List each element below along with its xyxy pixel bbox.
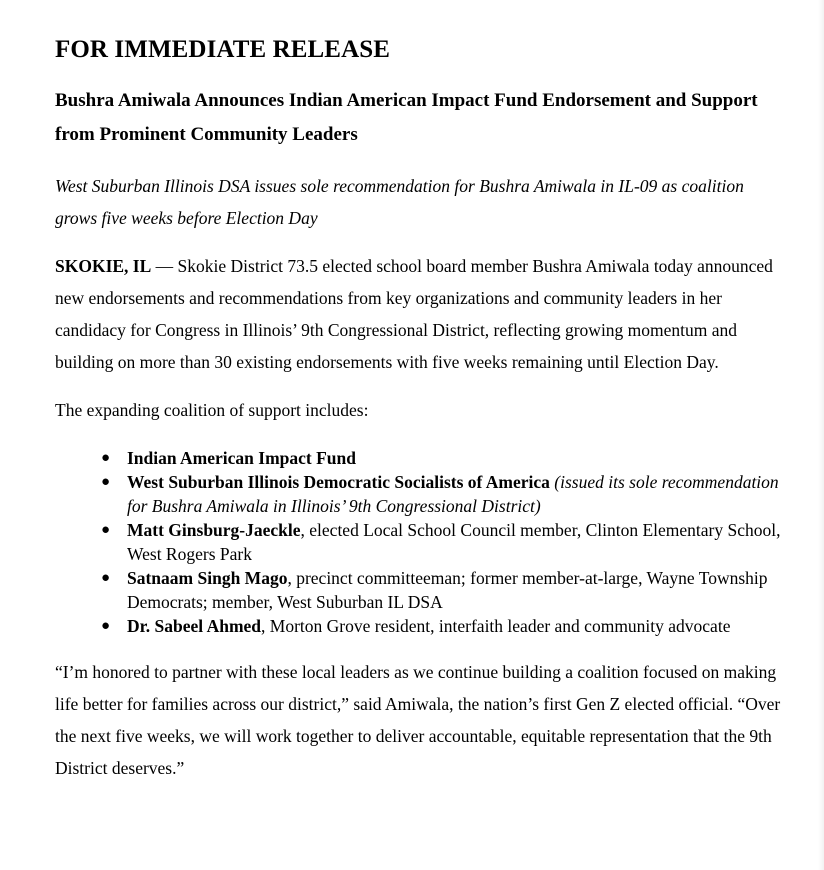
endorsement-name: Indian American Impact Fund [127,448,356,468]
endorsement-detail: , precinct committeeman; former member-at-large, Wayne Township Democrats; member, West Suburban IL DSA [127,568,768,612]
lead-paragraph-text: Skokie District 73.5 elected school board member Bushra Amiwala today announced new endorsements and recommendations from key organizations and community leaders in her candidacy for Congress in Illinois’ 9th Congressional District, reflecting growing momentum and building on more than 30 existing endorsements with five weeks remaining until Election Day. [55,256,773,372]
subheadline: West Suburban Illinois DSA issues sole recommendation for Bushra Amiwala in IL-09 as coalition grows five weeks before Election Day [55,176,744,228]
release-label: FOR IMMEDIATE RELEASE [55,36,391,63]
bullet-icon: ● [101,618,111,634]
endorsement-list [55,446,790,638]
endorsement-detail: , Morton Grove resident, interfaith leader and community advocate [261,616,731,636]
bullet-icon: ● [101,570,111,586]
coalition-intro: The expanding coalition of support includes: [55,400,369,420]
dateline: SKOKIE, IL [55,256,152,276]
bullet-icon: ● [101,450,111,466]
endorsement-name: Satnaam Singh Mago [127,568,288,588]
endorsement-name: West Suburban Illinois Democratic Socialists of America [127,472,550,492]
endorsement-item [55,566,790,614]
press-release-document [55,30,790,784]
page-edge-shadow [818,0,824,870]
endorsement-item [55,518,790,566]
bullet-icon: ● [101,522,111,538]
quote-paragraph: “I’m honored to partner with these local leaders as we continue building a coalition focused on making life better for families across our district,” said Amiwala, the nation’s first Gen Z elected official. “Over the next five weeks, we will work together to deliver accountable, equitable representation that the 9th District deserves.” [55,662,781,778]
endorsement-name: Matt Ginsburg-Jaeckle [127,520,301,540]
lead-paragraph [55,250,790,378]
endorsement-detail: , elected Local School Council member, Clinton Elementary School, West Rogers Park [127,520,781,564]
endorsement-item [55,470,790,518]
endorsement-item [55,446,790,470]
endorsement-note: (issued its sole recommendation for Bushra Amiwala in Illinois’ 9th Congressional District) [127,472,779,516]
endorsement-item [55,614,790,638]
dateline-separator: — [151,256,178,276]
endorsement-name: Dr. Sabeel Ahmed [127,616,262,636]
headline: Bushra Amiwala Announces Indian American Impact Fund Endorsement and Support from Prominent Community Leaders [55,90,758,145]
bullet-icon: ● [101,474,111,490]
